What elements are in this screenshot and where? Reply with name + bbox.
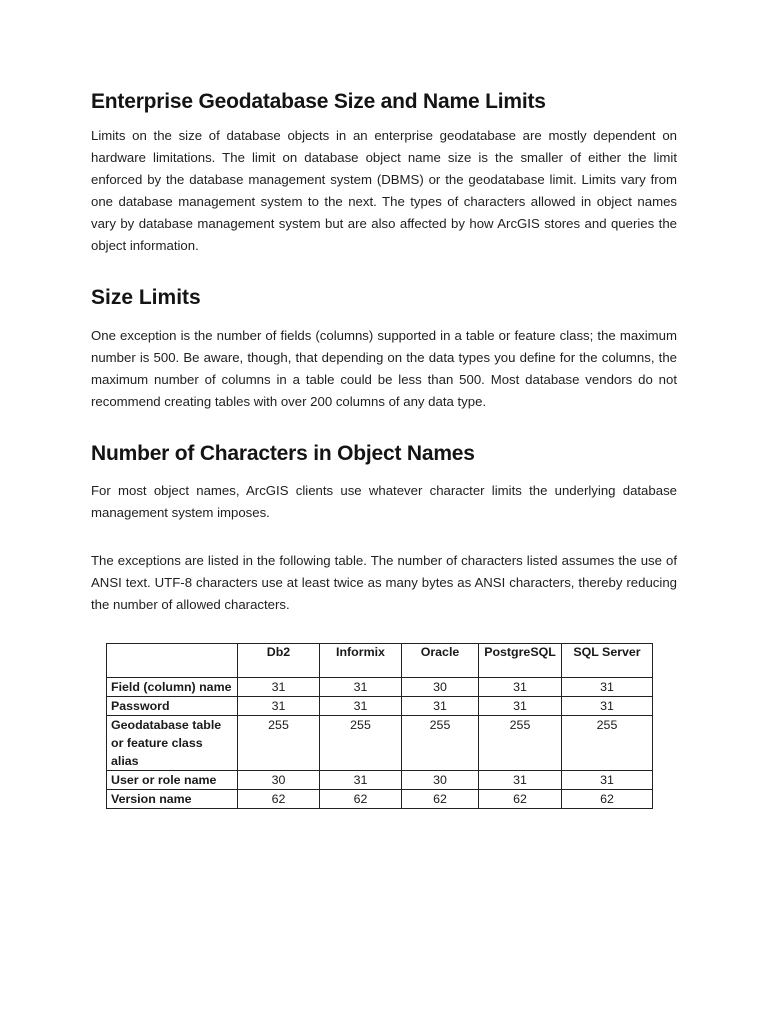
table-cell: 62 bbox=[479, 790, 562, 809]
table-cell: 30 bbox=[238, 771, 320, 790]
limits-table bbox=[106, 643, 653, 809]
table-cell: 31 bbox=[238, 697, 320, 716]
table-cell: 31 bbox=[562, 697, 653, 716]
table-row bbox=[107, 716, 653, 771]
table-cell: 255 bbox=[562, 716, 653, 771]
table-cell: 30 bbox=[402, 771, 479, 790]
page-title: Enterprise Geodatabase Size and Name Limits bbox=[91, 90, 546, 113]
column-header-sql-server: SQL Server bbox=[562, 644, 653, 678]
table-cell: 62 bbox=[402, 790, 479, 809]
table-cell: 31 bbox=[562, 771, 653, 790]
column-header-postgresql: PostgreSQL bbox=[479, 644, 562, 678]
table-cell: 31 bbox=[238, 678, 320, 697]
table-cell: 31 bbox=[320, 678, 402, 697]
table-cell: 31 bbox=[479, 697, 562, 716]
row-label: Password bbox=[107, 697, 238, 716]
row-label: Geodatabase table or feature class alias bbox=[107, 716, 238, 771]
table-row bbox=[107, 678, 653, 697]
object-names-heading: Number of Characters in Object Names bbox=[91, 442, 475, 465]
object-names-paragraph: For most object names, ArcGIS clients use whatever character limits the underlying database management system imposes. bbox=[91, 483, 677, 520]
table-cell: 255 bbox=[402, 716, 479, 771]
table-row bbox=[107, 697, 653, 716]
column-header-informix: Informix bbox=[320, 644, 402, 678]
table-row bbox=[107, 771, 653, 790]
table-cell: 255 bbox=[479, 716, 562, 771]
table-header-row bbox=[107, 644, 653, 678]
table-cell: 30 bbox=[402, 678, 479, 697]
table-cell: 31 bbox=[562, 678, 653, 697]
table-cell: 31 bbox=[479, 678, 562, 697]
intro-paragraph: Limits on the size of database objects in an enterprise geodatabase are mostly dependent on hardware limitations. The limit on database object name size is the smaller of either the limit enforced by the database management system (DBMS) or the geodatabase limit. Limits vary from one database management system to the next. The types of characters allowed in object names vary by database management system but are also affected by how ArcGIS stores and queries the object information. bbox=[91, 128, 677, 253]
table-cell: 62 bbox=[562, 790, 653, 809]
table-cell: 31 bbox=[320, 697, 402, 716]
table-cell: 62 bbox=[320, 790, 402, 809]
table-row bbox=[107, 790, 653, 809]
table-cell: 62 bbox=[238, 790, 320, 809]
column-header-oracle: Oracle bbox=[402, 644, 479, 678]
size-limits-paragraph: One exception is the number of fields (columns) supported in a table or feature class; the maximum number is 500. Be aware, though, that depending on the data types you define for the columns, the maximum number of columns in a table could be less than 500. Most database vendors do not recommend creating tables with over 200 columns of any data type. bbox=[91, 328, 677, 409]
row-label: Field (column) name bbox=[107, 678, 238, 697]
table-corner-cell bbox=[107, 644, 238, 678]
size-limits-heading: Size Limits bbox=[91, 286, 201, 309]
row-label: Version name bbox=[107, 790, 238, 809]
table-cell: 31 bbox=[479, 771, 562, 790]
table-cell: 255 bbox=[238, 716, 320, 771]
table-cell: 31 bbox=[320, 771, 402, 790]
exceptions-paragraph: The exceptions are listed in the following table. The number of characters listed assumes the use of ANSI text. UTF-8 characters use at least twice as many bytes as ANSI characters, thereby reducing the number of allowed characters. bbox=[91, 553, 677, 612]
row-label: User or role name bbox=[107, 771, 238, 790]
table-cell: 255 bbox=[320, 716, 402, 771]
column-header-db2: Db2 bbox=[238, 644, 320, 678]
table-cell: 31 bbox=[402, 697, 479, 716]
